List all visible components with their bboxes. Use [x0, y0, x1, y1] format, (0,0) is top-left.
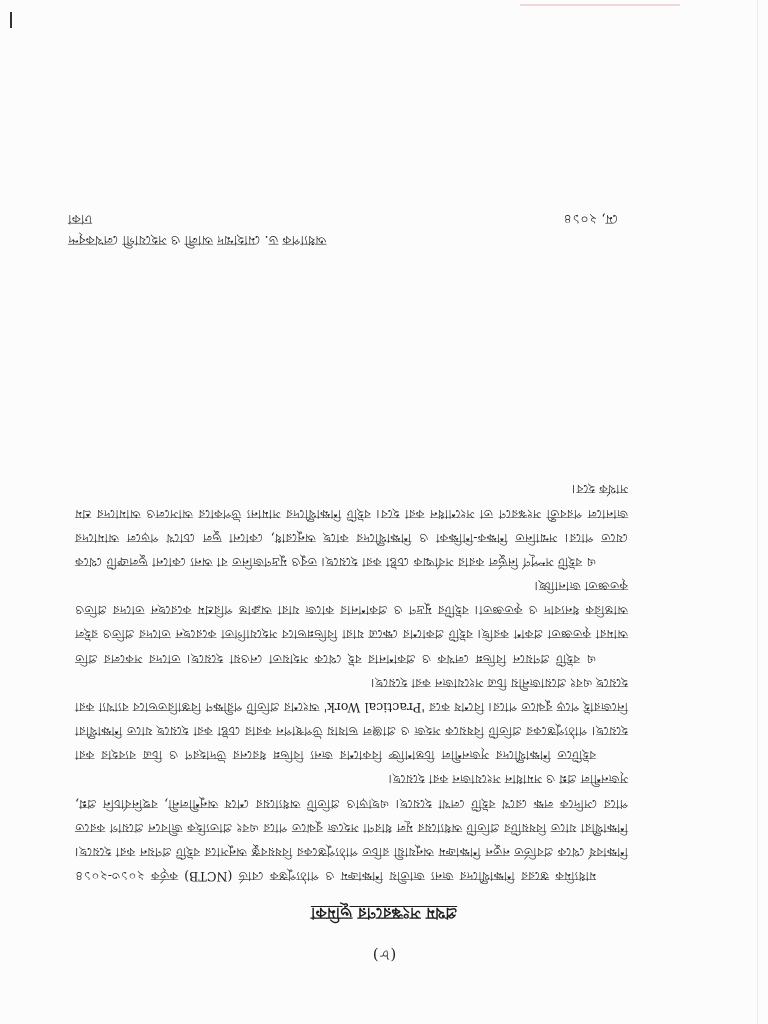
paragraph: এ বইটি সম্পূর্ণ নির্ভুল করার সর্বাত্মক চেষ্টা করা হয়েছে। তবুও মুদ্রণজনিত বা অন্য কোনো ভুলত্রুটি থেকে যেতে পারে। সম্মানিত শিক্ষক-শিক্ষিকা ও শিক্ষার্থীদের কাছে অনুরোধ, কোনো ভুল চোখে পড়লে আমাদের জানালে পরবর্তী সংস্করণে তা সংশোধন করা হবে। বইটি শিক্ষার্থীদের সামান্য উপকারে আসলেও আমাদের শ্রম সার্থক হবে।: [75, 482, 628, 570]
page-title: প্রথম সংস্করণের ভূমিকা: [310, 904, 458, 923]
signature-author: অধ্যাপক ড. মোহাম্মদ আলী ও সহযোগী লেখকবৃন্দ: [68, 232, 327, 247]
body-text: [75, 477, 628, 888]
paragraph: বইটিতে শিক্ষার্থীদের সৃজনশীল চিন্তাশক্তি বিকাশের জন্য বিভিন্ন ধরনের উদাহরণ ও চিত্র ব্যবহার করা হয়েছে। পাঠ্যপুস্তকের প্রতিটি বিষয়কে সহজ ও প্রাঞ্জল ভাষায় উপস্থাপন করার চেষ্টা করা হয়েছে যাতে শিক্ষার্থীরা নিজেরাই পড়ে বুঝতে পারে। বিশেষ করে 'Practical Work' অংশের প্রতিটি পরীক্ষণ বিস্তারিতভাবে ব্যাখ্যা করা হয়েছে এবং প্রয়োজনীয় চিত্র সংযোজন করা হয়েছে।: [75, 675, 628, 764]
paragraph: মাধ্যমিক স্তরের শিক্ষার্থীদের জন্য জাতীয় শিক্ষাক্রম ও পাঠ্যপুস্তক বোর্ড (NCTB) কর্তৃক ২০১৩-২০১৪ শিক্ষাবর্ষ থেকে প্রবর্তিত নতুন শিক্ষাক্রম অনুযায়ী রচিত পাঠ্যপুস্তকের বিষয়বস্তু অনুসারে বইটি প্রণয়ন করা হয়েছে। শিক্ষার্থীরা যাতে বিষয়টির প্রতিটি অধ্যায়ের মূল ধারণা সহজে বুঝতে পারে এবং প্রাত্যহিক জীবনে প্রয়োগ করতে পারে সেদিকে লক্ষ রেখে বইটি লেখা হয়েছে। এছাড়াও প্রতিটি অধ্যায়ের শেষে অনুশীলনী, বহুনির্বাচনি প্রশ্ন, সৃজনশীল প্রশ্ন ও সমাধান সংযোজন করা হয়েছে।: [75, 772, 628, 884]
page-number: (৮): [371, 946, 397, 964]
signature-date: মে, ২০১৪: [563, 211, 618, 226]
signature-block: [58, 208, 618, 250]
paragraph: এ বইটি প্রণয়নে বিভিন্ন লেখক ও প্রকাশনার বই থেকে সহায়তা নেওয়া হয়েছে। তাদের সকলের প্রতি আমরা কৃতজ্ঞতা প্রকাশ করছি। বইটি প্রকাশের ক্ষেত্রে যারা বিভিন্নভাবে সহযোগিতা করেছেন তাদের প্রতিও রইল আন্তরিক ধন্যবাদ ও কৃতজ্ঞতা। বইটির মুদ্রণ ও প্রকাশনার কাজে যারা অক্লান্ত পরিশ্রম করেছেন তাদের প্রতিও কৃতজ্ঞতা জানাচ্ছি।: [75, 579, 628, 667]
signature-location: ঢাকা: [68, 211, 92, 226]
